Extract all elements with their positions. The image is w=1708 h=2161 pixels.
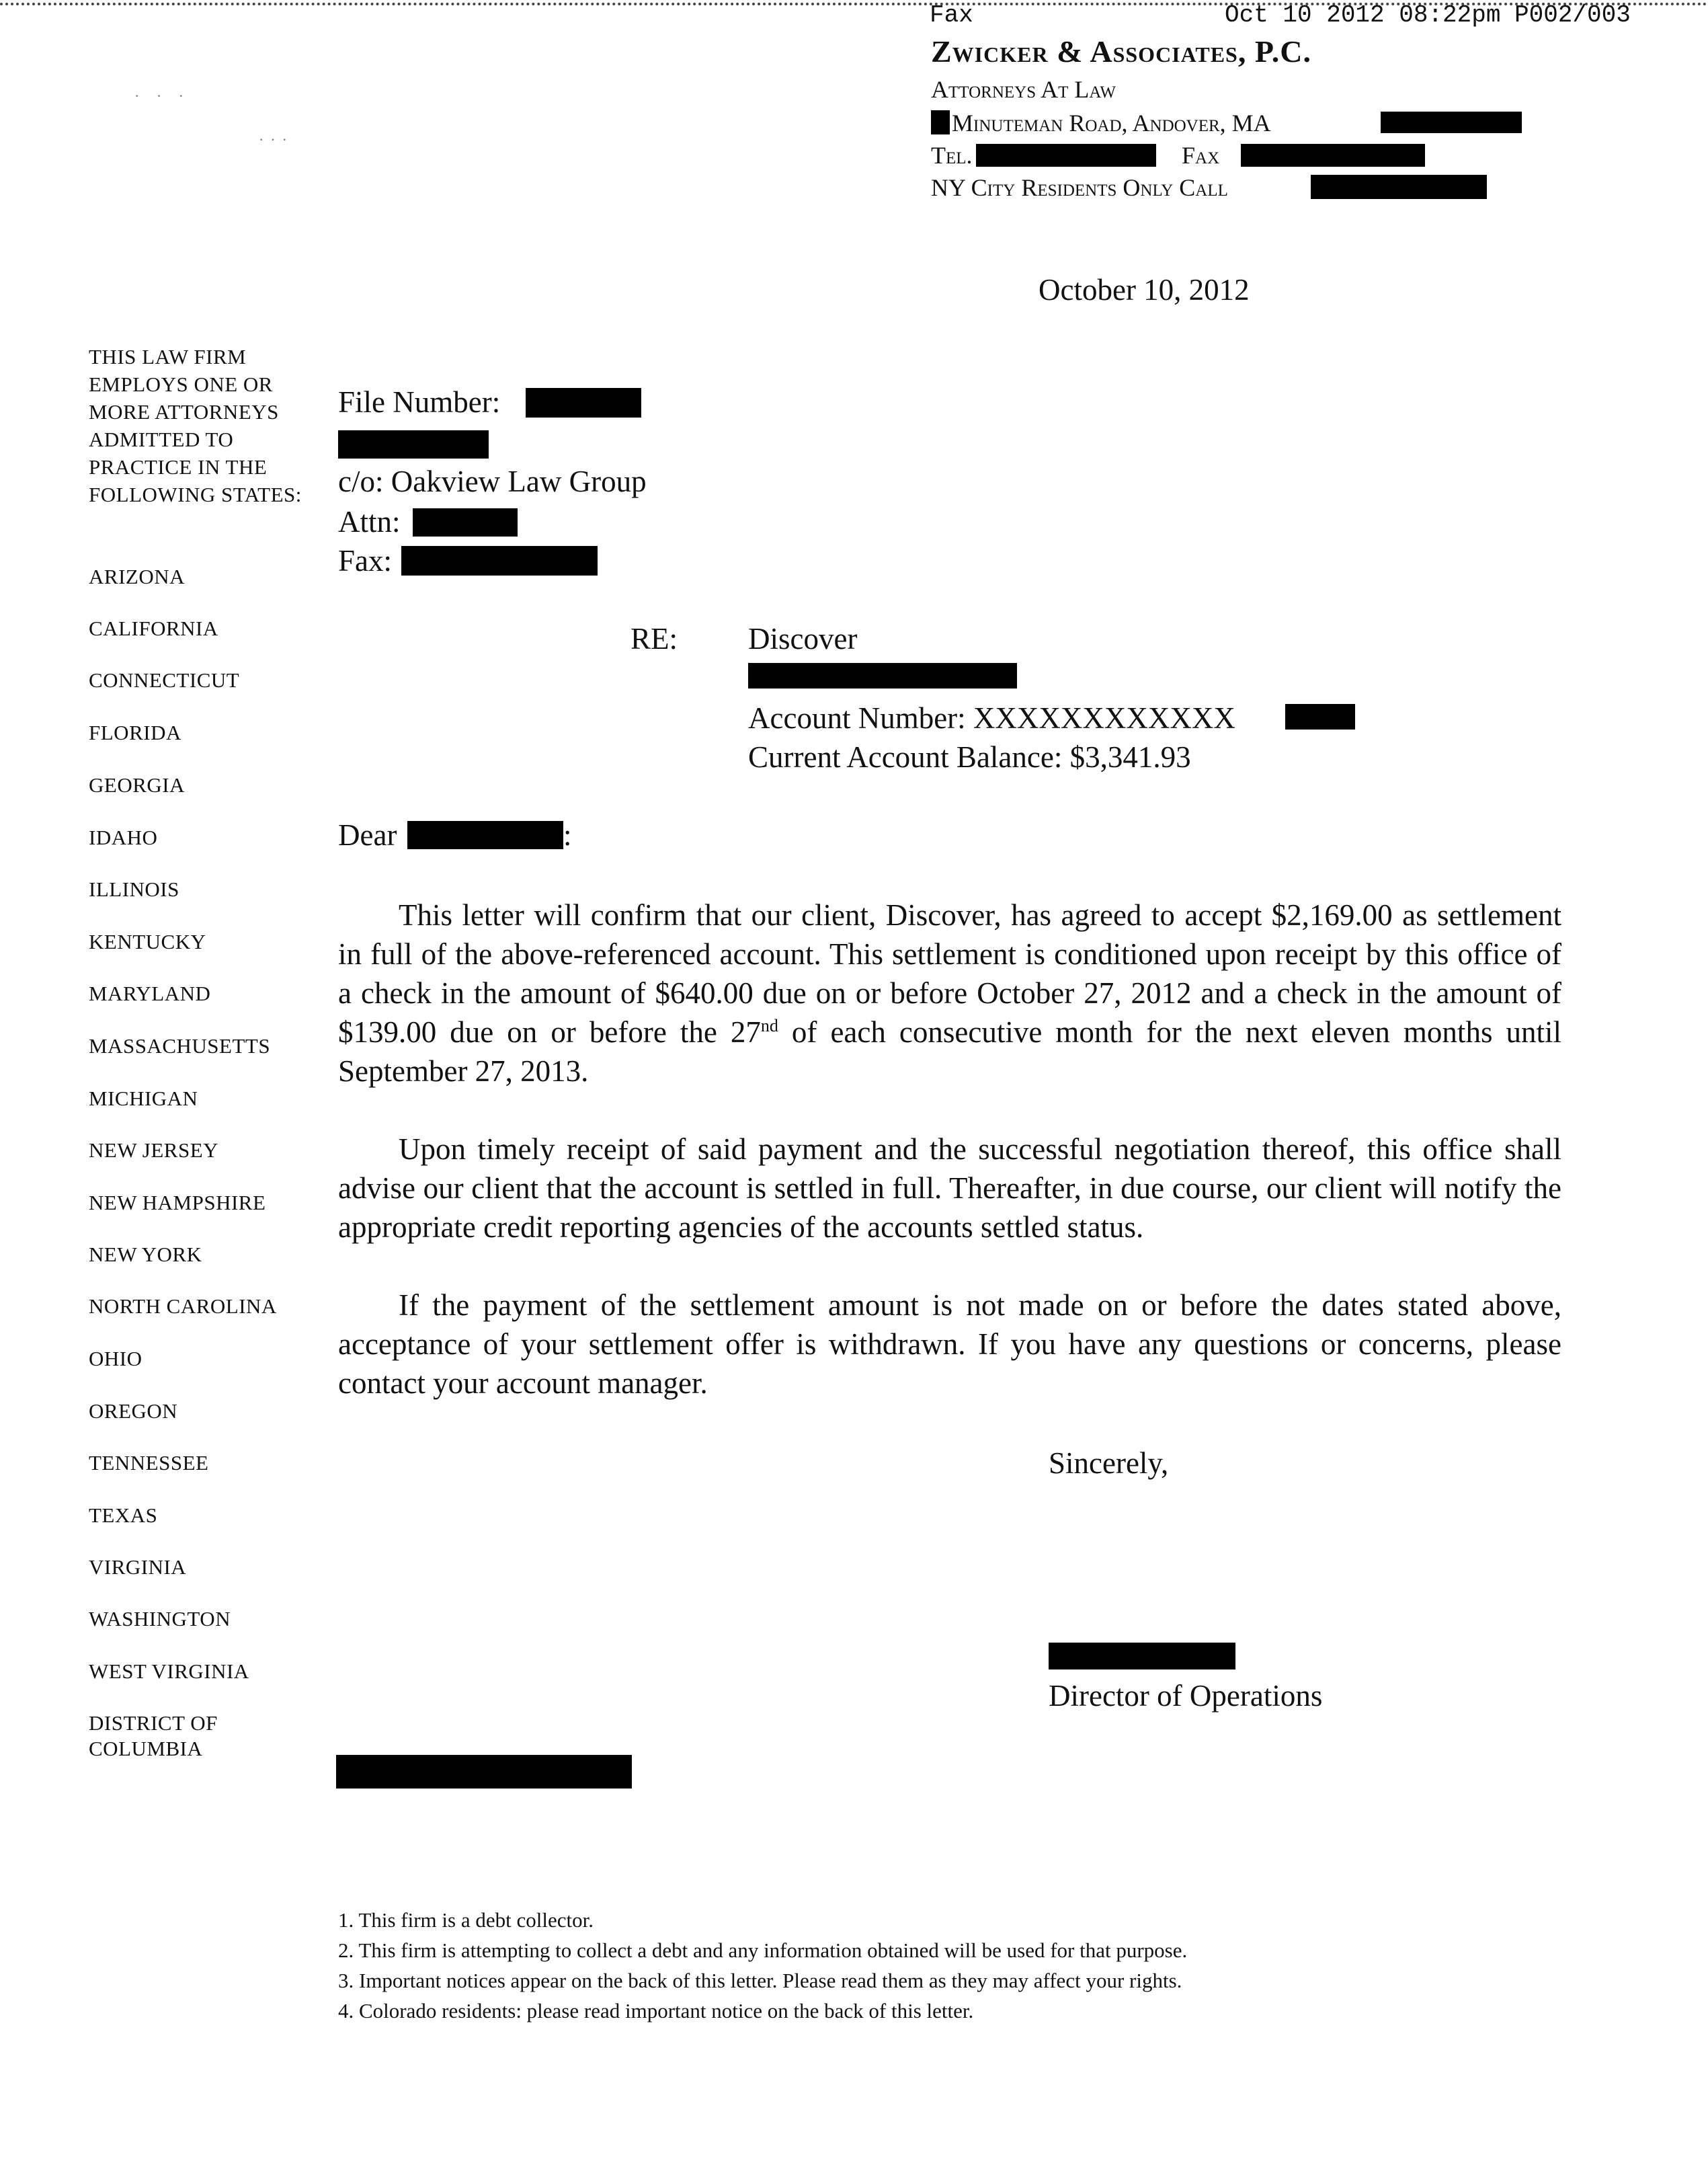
sidebar-state: IDAHO (89, 826, 158, 849)
redaction (526, 388, 641, 418)
account-balance: Current Account Balance: $3,341.93 (748, 740, 1191, 774)
attn-label: Attn: (338, 505, 401, 539)
sidebar-state: WASHINGTON (89, 1607, 231, 1630)
sidebar-state: MASSACHUSETTS (89, 1034, 271, 1058)
signer-title: Director of Operations (1049, 1679, 1323, 1713)
account-number: Account Number: XXXXXXXXXXXX (748, 701, 1235, 735)
footnote: 2. This firm is attempting to collect a debt and any information obtained will be used for that purpose. (338, 1938, 1188, 1962)
fax-label: Fax (930, 1, 973, 29)
sidebar-state: WEST VIRGINIA (89, 1659, 249, 1683)
signature-redaction (1049, 1643, 1235, 1669)
re-creditor: Discover (748, 622, 858, 656)
footnote: 4. Colorado residents: please read important notice on the back of this letter. (338, 1999, 974, 2022)
footnote: 1. This firm is a debt collector. (338, 1908, 594, 1932)
firm-ny-line: NY City Residents Only Call (931, 174, 1228, 201)
sidebar-state: CALIFORNIA (89, 617, 218, 640)
ordinal-suffix: nd (760, 1016, 778, 1035)
sidebar-state: NEW JERSEY (89, 1138, 219, 1162)
re-label: RE: (631, 622, 678, 656)
firm-address: Minuteman Road, Andover, MA (952, 110, 1271, 136)
firm-fax-label: Fax (1182, 142, 1220, 169)
body-paragraph-1-text-end: of each consecutive month for the next eleven months until September 27, 2013. (338, 1015, 1562, 1088)
redaction (931, 110, 950, 134)
scan-specks: · · · (134, 87, 190, 104)
sidebar-state: MICHIGAN (89, 1087, 198, 1110)
firm-subtitle: Attorneys At Law (931, 76, 1116, 103)
footnotes (338, 1905, 1187, 2026)
redaction (1285, 704, 1355, 730)
closing-sincerely: Sincerely, (1049, 1446, 1169, 1480)
sidebar-state: ARIZONA (89, 565, 185, 588)
body-paragraph-1-text: This letter will confirm that our client, Discover, has agreed to accept $2,169.00 as settlement in full of the above-referenced account. This settlement is conditioned upon receipt by this office of a check in the amount of $640.00 due on or before October 27, 2012 and a check in the amount of $139.00 due on or before the 27 (338, 898, 1561, 1049)
redaction (1241, 144, 1425, 167)
sidebar-state: TEXAS (89, 1503, 158, 1527)
file-number-label: File Number: (338, 385, 501, 419)
sidebar-state: ILLINOIS (89, 877, 179, 901)
redaction (1311, 175, 1487, 199)
sidebar-state: FLORIDA (89, 721, 181, 744)
redaction (407, 821, 563, 849)
sidebar-state: NEW HAMPSHIRE (89, 1191, 266, 1214)
body-paragraph-2: Upon timely receipt of said payment and the successful negotiation thereof, this office shall advise our client that the account is settled in full. Thereafter, in due course, our client will notify the appropriate credit reporting agencies of the accounts settled status. (338, 1132, 1561, 1244)
redaction (748, 663, 1017, 689)
sidebar-state: COLUMBIA (89, 1737, 203, 1760)
sidebar-heading-line: ADMITTED TO (89, 428, 234, 451)
sidebar-heading-line: MORE ATTORNEYS (89, 400, 279, 424)
redaction (1381, 112, 1522, 133)
sidebar-heading-line: EMPLOYS ONE OR (89, 372, 273, 396)
sidebar-state: TENNESSEE (89, 1451, 209, 1475)
redaction (401, 546, 598, 576)
sidebar-state: OREGON (89, 1399, 178, 1423)
sidebar-heading (89, 343, 331, 508)
sidebar-state: CONNECTICUT (89, 668, 240, 692)
redaction (338, 430, 489, 459)
sidebar-state: VIRGINIA (89, 1555, 187, 1579)
firm-name: Zwicker & Associates, P.C. (931, 34, 1311, 69)
letter-date: October 10, 2012 (1039, 273, 1250, 307)
redaction (976, 144, 1156, 167)
sidebar-heading-line: PRACTICE IN THE (89, 455, 268, 479)
sidebar-state: NEW YORK (89, 1243, 202, 1266)
co-line: c/o: Oakview Law Group (338, 465, 647, 498)
firm-tel-label: Tel. (931, 142, 973, 169)
salutation-colon: : (563, 818, 572, 852)
redaction (336, 1755, 632, 1789)
sidebar-state: GEORGIA (89, 773, 185, 797)
body-paragraph-1 (338, 896, 1561, 1091)
sidebar-state: NORTH CAROLINA (89, 1294, 277, 1318)
sidebar-heading-line: THIS LAW FIRM (89, 345, 247, 368)
salutation-dear: Dear (338, 818, 397, 852)
fax-page-number: P002/003 (1514, 1, 1631, 29)
sidebar-state: OHIO (89, 1347, 143, 1370)
sidebar-state: MARYLAND (89, 982, 211, 1005)
sidebar-state: KENTUCKY (89, 930, 206, 953)
recipient-fax-label: Fax: (338, 544, 393, 578)
sidebar-state: DISTRICT OF (89, 1711, 218, 1735)
scan-specks: ··· (259, 131, 294, 148)
redaction (413, 508, 518, 537)
footnote: 3. Important notices appear on the back of this letter. Please read them as they may affect your rights. (338, 1969, 1182, 1992)
sidebar-heading-line: FOLLOWING STATES: (89, 483, 302, 506)
body-paragraph-3: If the payment of the settlement amount is not made on or before the dates stated above, acceptance of your settlement offer is withdrawn. If you have any questions or concerns, please contact your account manager. (338, 1288, 1561, 1400)
fax-timestamp: Oct 10 2012 08:22pm (1225, 1, 1501, 29)
